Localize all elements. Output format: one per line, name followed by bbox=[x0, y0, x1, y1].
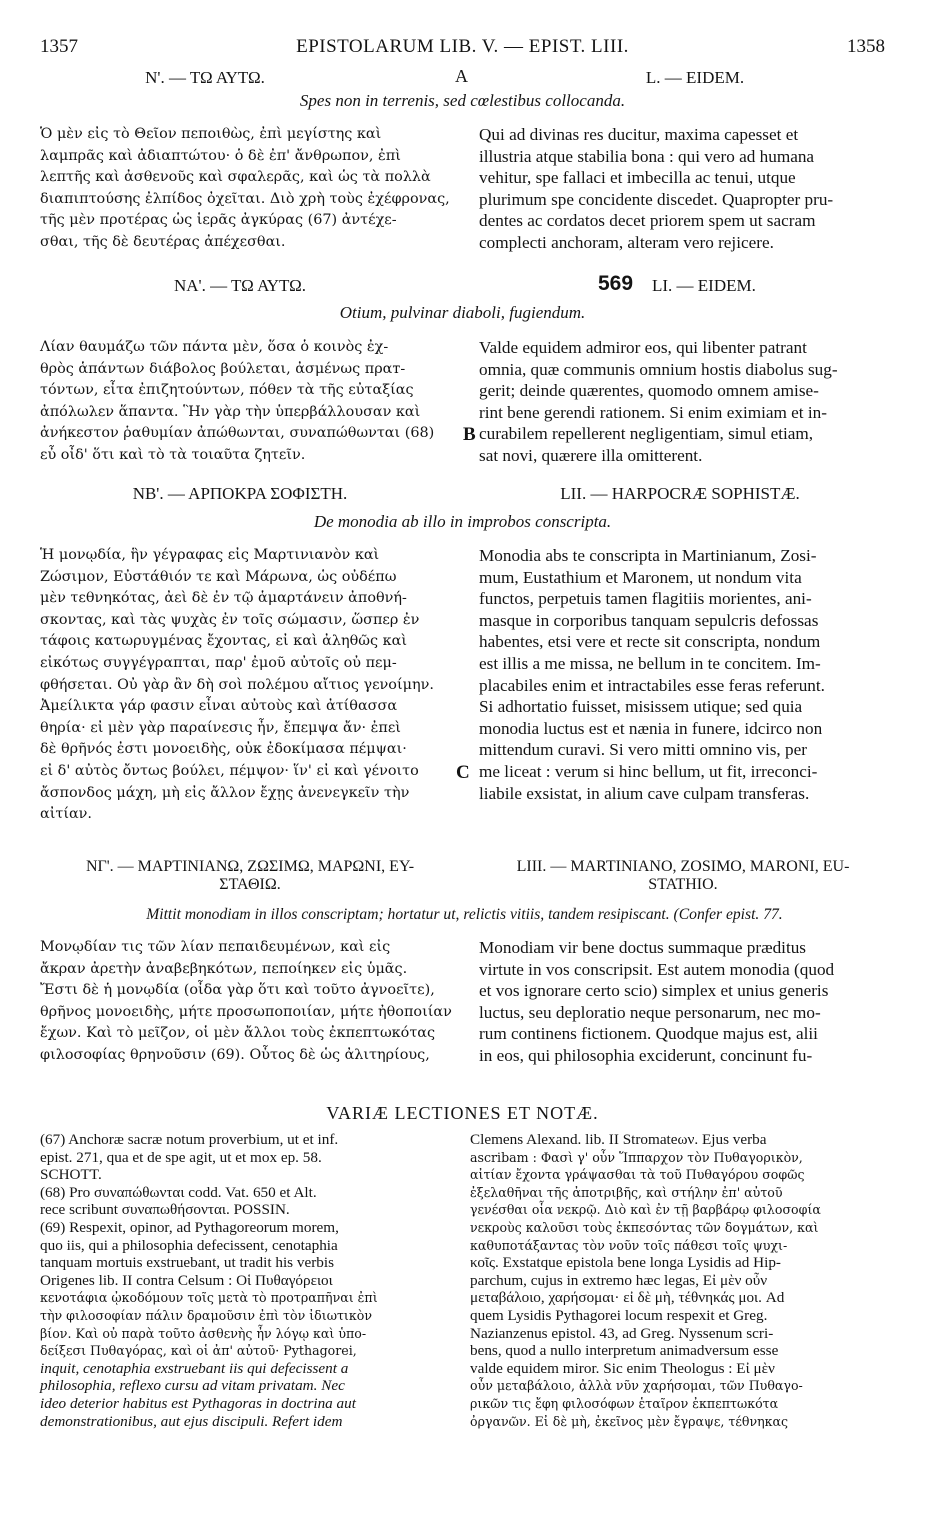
note-line: philosophia, reflexo cursu ad vitam privatam. Nec bbox=[40, 1377, 345, 1395]
text-line: ἀνήκεστον ῥαθυμίαν ἀπώθωνται, συναπώθωνται (68) bbox=[40, 425, 435, 442]
text-line: plurimum spe concidente discedet. Quapropter pru- bbox=[479, 189, 834, 209]
text-line: complecti anchoram, alteram vero rejicere. bbox=[479, 232, 774, 252]
text-line: dentes ac cordatos decet priorem spem ut sacram bbox=[479, 211, 816, 231]
note-line: (67) Anchoræ sacræ notum proverbium, ut et inf. bbox=[40, 1131, 339, 1148]
text-line: monodia luctus est et nænia in funere, idcirco non bbox=[479, 718, 823, 738]
note-line: (69) Respexit, opinor, ad Pythagoreorum morem, bbox=[40, 1218, 339, 1236]
note-line: Origenes lib. II contra Celsum : Οἱ Πυθαγόρειοι bbox=[40, 1271, 333, 1289]
text-line: ἔχων. Καὶ τὸ μεῖζον, οἱ μὲν ἄλλοι τοὺς ἐκπεπτωκότας bbox=[40, 1025, 436, 1042]
running-title: EPISTOLARUM LIB. V. — EPIST. LIII. bbox=[296, 36, 629, 57]
note-line: αἰτίαν ἔχοντα γράψασθαι τὰ τοῦ Πυθαγόρου σοφῶς bbox=[470, 1167, 805, 1183]
letter-51-greek-text bbox=[40, 337, 434, 467]
note-line: καθυποτάξαντας τὸν νοῦν τοῖς πάθεσι τοῖς ψυχι- bbox=[470, 1237, 788, 1253]
note-line: κοῖς. Exstatque epistola bene longa Lysidis ad Hip- bbox=[470, 1254, 781, 1272]
page-number-right: 1358 bbox=[847, 36, 885, 57]
note-line: inquit, cenotaphia exstruebant iis qui defecissent a bbox=[40, 1359, 349, 1377]
text-line: φιλοσοφίας θρηνοῦσιν (69). Οὗτος δὲ ὡς ἀλιτηρίους, bbox=[40, 1046, 430, 1063]
note-line: τὴν φιλοσοφίαν πάλιν δραμοῦσιν ἐπὶ τὸν ἰδιωτικὸν bbox=[40, 1307, 372, 1323]
letter-51-greek-title: ΝΑ'. — ΤΩ ΑΥΤΩ. bbox=[173, 276, 306, 295]
text-line: ἄκραν ἀρετὴν ἀναβεβηκότων, πεποίηκεν εἰς ὑμᾶς. bbox=[40, 960, 408, 977]
note-line: γενέσθαι οἷα νεκρῷ. Διὸ καὶ ἐν τῇ βαρβάρῳ φιλοσοφία bbox=[470, 1202, 821, 1218]
text-line: mittendum curavi. Si vero mitti omnino vis, per bbox=[479, 740, 807, 760]
text-line: ἄσπονδος μάχη, μὴ εἰς ἄλλον ἔχῃς ἀνενεγκεῖν τὴν bbox=[40, 784, 410, 801]
text-line: σθαι, τῆς δὲ δευτέρας ἀπέχεσθαι. bbox=[40, 233, 286, 250]
note-line: μεταβάλοιο, χαρήσομαι· εἰ δὲ μὴ, τέθνηκάς μοι. Ad bbox=[470, 1289, 785, 1307]
letter-51-latin-text bbox=[479, 337, 838, 467]
notes-right-column bbox=[470, 1131, 821, 1430]
letter-50-greek-text bbox=[40, 124, 450, 254]
text-line: placabiles enim et intractabiles esse feras referunt. bbox=[479, 675, 825, 695]
margin-marker-c: C bbox=[456, 762, 470, 783]
text-line: curabilem repellerent negligentiam, simul etiam, bbox=[479, 424, 814, 444]
text-line: εἰκότως συγγέγραπται, παρ' ἐμοῦ αὐτοῖς οὐ πεμ- bbox=[40, 654, 397, 671]
letter-53-greek-text bbox=[40, 937, 452, 1067]
text-line: τόντων, εἶτα ἐπιζητούντων, πόθεν τὰ τῆς εὐταξίας bbox=[40, 382, 414, 399]
letter-50-latin-title: L. — EIDEM. bbox=[645, 68, 745, 87]
note-line: Clemens Alexand. lib. II Stromateων. Ejus verba bbox=[470, 1131, 767, 1148]
note-line: νεκροὺς καλοῦσι τοὺς ἐκπεσόντας τῶν δογμάτων, καὶ bbox=[470, 1219, 819, 1235]
note-line: ρικῶν τις ἔφη φιλοσόφων ἑταῖρον ἐκπεπτωκότα bbox=[470, 1395, 779, 1411]
note-line: tanquam mortuis exstruebant, ut tradit his verbis bbox=[40, 1254, 334, 1272]
title-line: ΝΓ'. — ΜΑΡΤΙΝΙΑΝΩ, ΖΩΣΙΜΩ, ΜΑΡΩΝΙ, ΕΥ- bbox=[85, 858, 415, 875]
letter-53-latin-title bbox=[478, 858, 888, 894]
text-line: rint bene gerendi rationem. Si enim eximiam et in- bbox=[479, 402, 827, 422]
text-line: τῆς μὲν προτέρας ὡς ἱερᾶς ἀγκύρας (67) ἀντέχε- bbox=[40, 212, 397, 229]
text-line: δὲ θρῆνός ἐστι μονοειδὴς, οὐκ ἐδοκίμασα πέμψαι· bbox=[40, 741, 407, 758]
margin-marker-b: B bbox=[463, 424, 476, 445]
letter-51-latin-title: LI. — EIDEM. bbox=[652, 276, 756, 295]
text-line: μὲν τεθνηκότας, ἀεὶ δὲ ἐν τῷ ἁμαρτάνειν ἀποθνή- bbox=[40, 590, 407, 607]
text-line: Ὁ μὲν εἰς τὸ Θεῖον πεποιθὼς, ἐπὶ μεγίστης καὶ bbox=[40, 126, 382, 142]
note-line: ἐξελαθῆναι τῆς ἀποτριβῆς, καὶ στήλην ἐπ' αὐτοῦ bbox=[470, 1184, 783, 1200]
text-line: liabile exsistat, in alium cave culpam transferas. bbox=[479, 783, 810, 803]
note-line: βίον. Καὶ οὐ παρὰ τοῦτο ἀσθενὴς ἦν λόγῳ καὶ ὑπο- bbox=[40, 1325, 367, 1341]
text-line: Ἡ μονῳδία, ἣν γέγραφας εἰς Μαρτινιανὸν καὶ bbox=[40, 547, 380, 563]
text-line: Si adhortatio fuisset, misissem utique; sed quia bbox=[479, 697, 803, 717]
note-line: quo iis, qui a philosophia defecissent, cenotaphia bbox=[40, 1236, 338, 1254]
note-line: δείξεσι Πυθαγόρας, καὶ οἱ ἀπ' αὐτοῦ· Pythagorei, bbox=[40, 1343, 357, 1359]
text-line: θρῆνος μονοειδὴς, μήτε προσωποποιίαν, μήτε ἠθοποιίαν bbox=[40, 1003, 452, 1020]
text-line: in eos, qui philosophia exciderunt, concinunt fu- bbox=[479, 1045, 813, 1065]
text-line: ἀπόλωλεν ἅπαντα. Ἣν γὰρ τὴν ὑπερβάλλουσαν καὶ bbox=[40, 403, 421, 420]
letter-53-greek-title bbox=[40, 858, 460, 894]
text-line: omnia, quæ communis omnium hostis diabolus sug- bbox=[479, 359, 838, 379]
notes-left-column bbox=[40, 1131, 378, 1430]
text-line: est illis a me missa, ne bellum in te concitem. Im- bbox=[479, 653, 821, 673]
text-line: εὖ οἶδ' ὅτι καὶ τὸ τὰ τοιαῦτα ζητεῖν. bbox=[40, 446, 306, 463]
note-line: SCHOTT. bbox=[40, 1166, 102, 1184]
margin-marker-a: A bbox=[455, 66, 468, 86]
text-line: luctus, seu deploratio neque personarum, nec mo- bbox=[479, 1002, 821, 1022]
text-line: illustria atque stabilia bona : qui vero ad humana bbox=[479, 146, 815, 166]
text-line: Valde equidem admiror eos, qui libenter patrant bbox=[479, 338, 807, 357]
note-line: quem Lysidis Pythagorei locum respexit et Greg. bbox=[470, 1306, 768, 1324]
text-line: εἰ δ' αὐτὸς ὄντως βούλει, πέμψον· ἵν' εἰ καὶ γένοιτο bbox=[40, 762, 419, 779]
text-line: Ζώσιμον, Εὐστάθιόν τε καὶ Μάρωνα, ὡς οὐδέπω bbox=[40, 568, 397, 585]
text-line: virtute in vos conscripsit. Est autem monodia (quod bbox=[479, 959, 835, 979]
text-line: Ἀμείλικτα γάρ φασιν εἶναι αὐτοὺς καὶ ἀτίθασσα bbox=[40, 698, 398, 715]
text-line: Λίαν θαυμάζω τῶν πάντα μὲν, ὅσα ὁ κοινὸς ἐχ- bbox=[40, 339, 389, 355]
text-line: λαμπρᾶς καὶ ἀδιαπτώτου· ὁ δὲ ἐπ' ἄνθρωπον, ἐπὶ bbox=[40, 147, 401, 164]
note-line: demonstrationibus, aut ejus discipuli. Refert idem bbox=[40, 1412, 343, 1430]
text-line: τάφοις κατωρυγμένας ἔχοντας, εἰ καὶ ἀληθῶς καὶ bbox=[40, 633, 408, 650]
title-line: ΣΤΑΘΙΩ. bbox=[219, 876, 281, 893]
note-line: epist. 271, qua et de spe agit, ut et mox ep. 58. bbox=[40, 1148, 322, 1166]
text-line: αἰτίαν. bbox=[40, 806, 93, 823]
note-line: (68) Pro συναπώθωνται codd. Vat. 650 et Alt. bbox=[40, 1183, 317, 1201]
letter-52-subtitle: De monodia ab illo in improbos conscripta. bbox=[313, 512, 612, 531]
running-header bbox=[40, 36, 885, 60]
letter-53-subtitle: Mittit monodiam in illos conscriptam; hortatur ut, relictis vitiis, tandem resipiscant. (Confer epist. 77. bbox=[146, 906, 783, 923]
note-line: ascribam : Φασὶ γ' οὖν Ἵππαρχον τὸν Πυθαγορικὸν, bbox=[470, 1149, 803, 1165]
text-line: rum continens fictionem. Quodque majus est, alii bbox=[479, 1024, 818, 1044]
text-line: φθήσεται. Οὐ γὰρ ἂν δὴ σοὶ πολέμου αἴτιος γενοίμην. bbox=[40, 676, 434, 693]
text-line: λεπτῆς καὶ ἀσθενοῦς καὶ σφαλερᾶς, καὶ ὡς τὰ πολλὰ bbox=[40, 169, 431, 186]
page-number-569: 569 bbox=[598, 272, 634, 295]
letter-52-greek-title: ΝΒ'. — ΑΡΠΟΚΡΑ ΣΟΦΙΣΤΗ. bbox=[132, 484, 348, 503]
note-line: ideo deterior habitus est Pythagoras in doctrina aut bbox=[40, 1394, 356, 1412]
page-number-left: 1357 bbox=[40, 36, 78, 57]
text-line: διαπιπτούσης ἐλπίδος ὀχεῖται. Διὸ χρὴ τοὺς ἐχέφρονας, bbox=[40, 190, 450, 207]
text-line: σκοντας, καὶ τὰς ψυχὰς ἐν τοῖς σώμασιν, ὥσπερ ἐν bbox=[40, 611, 420, 628]
text-line: Monodiam vir bene doctus summaque præditus bbox=[479, 938, 806, 957]
letter-50-subtitle: Spes non in terrenis, sed cœlestibus collocanda. bbox=[299, 91, 626, 110]
text-line: et vos ignorare certo scio) simplex et unius generis bbox=[479, 981, 829, 1001]
letter-52-latin-title: LII. — HARPOCRÆ SOPHISTÆ. bbox=[560, 484, 800, 503]
text-line: habentes, etsi vere et recte sit conscripta, nondum bbox=[479, 632, 821, 652]
text-line: Ἔστι δὲ ἡ μονῳδία (οἶδα γὰρ ὅτι καὶ τοῦτο ἀγνοεῖτε), bbox=[40, 982, 435, 999]
letter-53-latin-text bbox=[479, 937, 834, 1067]
letter-52-latin-text bbox=[479, 545, 825, 804]
note-line: Nazianzenus epistol. 43, ad Greg. Nyssenum scri- bbox=[470, 1324, 774, 1342]
notes-title: VARIÆ LECTIONES ET NOTÆ. bbox=[326, 1103, 599, 1123]
text-line: me liceat : verum si hinc bellum, ut fit, irreconci- bbox=[479, 761, 818, 781]
text-line: sat novi, quærere illa omitterent. bbox=[479, 445, 703, 465]
text-line: functos, perpetuis tamen flagitiis morientes, ani- bbox=[479, 589, 812, 609]
title-line: STATHIO. bbox=[648, 876, 718, 893]
text-line: Monodia abs te conscripta in Martinianum, Zosi- bbox=[479, 546, 817, 565]
note-line: κενοτάφια ᾠκοδόμουν τοῖς μετὰ τὸ προτραπῆναι ἐπὶ bbox=[40, 1290, 378, 1306]
text-line: mum, Eustathium et Maronem, ut nondum vita bbox=[479, 567, 802, 587]
text-line: θρὸς ἁπάντων διάβολος βούλεται, ἀσμένως πραт- bbox=[40, 360, 406, 377]
letter-50-latin-text bbox=[479, 124, 833, 254]
text-line: Μονῳδίαν τις τῶν λίαν πεπαιδευμένων, καὶ εἰς bbox=[40, 939, 391, 955]
note-line: ὀργανῶν. Εἰ δὲ μὴ, ἐκεῖνος μὲν ἔγραψε, τέθνηκας bbox=[470, 1413, 789, 1429]
title-line: LIII. — MARTINIANO, ZOSIMO, MARONI, EU- bbox=[516, 858, 850, 875]
letter-50-greek-title: Ν'. — ΤΩ ΑΥΤΩ. bbox=[145, 68, 265, 87]
letter-52-greek-text bbox=[40, 545, 434, 826]
note-line: οὖν μεταβάλοιο, ἀλλὰ νῦν χαρήσομαι, τῶν Πυθαγο- bbox=[470, 1378, 803, 1394]
note-line: valde equidem miror. Sic enim Theologus : Εἰ μὲν bbox=[470, 1359, 775, 1377]
note-line: rece scribunt συναπωθήσονται. POSSIN. bbox=[40, 1201, 290, 1219]
text-line: Qui ad divinas res ducitur, maxima capesset et bbox=[479, 125, 799, 144]
note-line: parchum, cujus in extremo hæc legas, Εἰ μὲν οὖν bbox=[470, 1271, 768, 1289]
note-line: bens, quod a nullo interpretum animadversum esse bbox=[470, 1342, 779, 1360]
text-line: vehitur, spe fallaci et imbecilla ac tenui, utque bbox=[479, 168, 796, 188]
text-line: θηρία· εἰ μὲν γὰρ παραίνεσις ἦν, ἔπεμψα ἄν· ἐπεὶ bbox=[40, 719, 401, 736]
text-line: masque in corporibus tanquam sepulcris defossas bbox=[479, 610, 819, 630]
letter-51-subtitle: Otium, pulvinar diaboli, fugiendum. bbox=[339, 303, 586, 322]
text-line: gerit; deinde quærentes, quomodo omnem amise- bbox=[479, 381, 819, 401]
